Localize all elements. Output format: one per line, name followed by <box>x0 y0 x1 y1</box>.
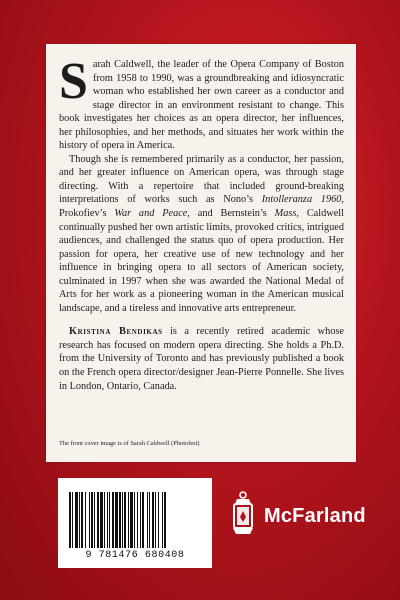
barcode-bar <box>107 492 108 548</box>
drop-cap: S <box>59 53 88 110</box>
work-title-intolleranza: Intolleranza 1960 <box>261 194 342 206</box>
barcode-bar <box>104 492 105 548</box>
barcode-bar <box>149 492 150 548</box>
work-title-mass: Mass <box>274 208 297 220</box>
barcode-bar <box>140 492 141 548</box>
barcode-bar <box>75 492 78 548</box>
barcode-bar <box>81 492 83 548</box>
author-bio <box>59 325 344 393</box>
barcode-bar <box>122 492 123 548</box>
barcode-bar <box>72 492 73 548</box>
barcode-bar <box>162 492 163 548</box>
barcode-bar <box>119 492 121 548</box>
barcode-bar <box>85 492 86 548</box>
barcode-bar <box>130 492 133 548</box>
barcode-bar <box>128 492 129 548</box>
barcode-bar <box>97 492 99 548</box>
blurb-text-segment: , Prokofiev’s <box>59 194 344 220</box>
publisher-mark <box>228 480 378 570</box>
barcode-bar <box>94 492 95 548</box>
barcode-bar <box>79 492 80 548</box>
barcode-bar <box>112 492 114 548</box>
lantern-logo-icon <box>228 490 258 540</box>
barcode-bar <box>164 492 166 548</box>
barcode-bar <box>69 492 71 548</box>
barcode-bar <box>89 492 90 548</box>
barcode-bar <box>124 492 126 548</box>
blurb-paragraph-1-text: arah Caldwell, the leader of the Opera Company of Boston from 1958 to 1990, was a groundbreaking and idiosyncratic woman who established her own career as a conductor and stage director in an environment resistant to change. This book investigates her choices as an opera director, her influences, her philosophies, and her methods, and situates her work within the history of opera in America. <box>59 59 344 152</box>
blurb-paragraph-2 <box>59 153 344 316</box>
barcode-bars <box>69 492 201 548</box>
barcode-bar <box>109 492 110 548</box>
author-name: Kristina Bendikas <box>69 326 163 338</box>
author-bio-text: is a recently retired academic whose research has focused on modern opera directing. She holds a Ph.D. from the University of Toronto and has previously published a book on the French opera director/designer Jean-Pierre Ponnelle. She lives in London, Ontario, Canada. <box>59 326 344 392</box>
isbn-barcode <box>58 478 212 568</box>
barcode-bar <box>147 492 148 548</box>
barcode-bar <box>155 492 156 548</box>
blurb-paragraph-1 <box>59 53 344 153</box>
isbn-number: 9 781476 680408 <box>85 550 185 561</box>
barcode-bar <box>115 492 118 548</box>
publisher-name: McFarland <box>264 505 366 527</box>
barcode-bar <box>91 492 93 548</box>
blurb-text-segment: , Caldwell continually pushed her own artistic limits, provoked critics, intrigued audiences, and challenged the status quo of opera production. Her passion for opera, her creative use of new technology and her influence in bringing opera to all sectors of American society, culminated in 1997 when she was awarded the National Medal of Arts for her work as a pioneering woman in the American musical landscape, and a tireless and innovative arts entrepreneur. <box>59 208 344 314</box>
barcode-bar <box>134 492 135 548</box>
barcode-bar <box>152 492 154 548</box>
back-cover-text-panel <box>46 44 356 462</box>
blurb-text-segment: , and Bernstein’s <box>187 208 275 220</box>
blurb-text-segment: Though she is remembered primarily as a conductor, her passion, and her greater influence on American opera, was through stage directing. With a repertoire that included ground-breaking interpretations of works such as Nono’s <box>59 153 344 206</box>
work-title-war-and-peace: War and Peace <box>114 208 188 220</box>
cover-image-credit: The front cover image is of Sarah Caldwell (Photofest) <box>59 440 200 447</box>
barcode-bar <box>100 492 103 548</box>
barcode-bar <box>142 492 144 548</box>
barcode-bar <box>137 492 138 548</box>
barcode-bar <box>158 492 159 548</box>
